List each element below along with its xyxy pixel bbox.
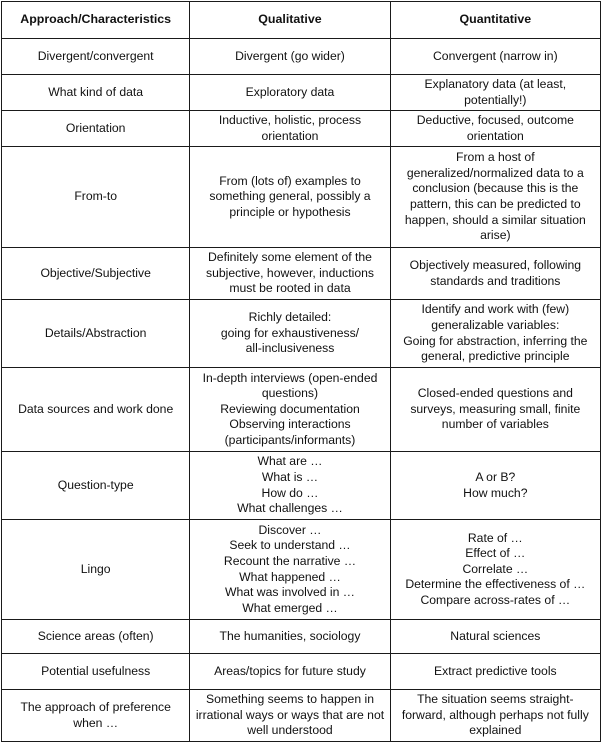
table-row bbox=[2, 520, 601, 620]
quantitative-cell: Natural sciences bbox=[390, 620, 600, 654]
row-label: From-to bbox=[2, 147, 190, 248]
row-label: Divergent/convergent bbox=[2, 39, 190, 75]
quantitative-cell: Rate of … Effect of … Correlate … Determine the effectiveness of … Compare across-rates of … bbox=[390, 520, 600, 620]
qualitative-cell: From (lots of) examples to something general, possibly a principle or hypothesis bbox=[190, 147, 390, 248]
row-label: Orientation bbox=[2, 111, 190, 147]
quantitative-cell: A or B? How much? bbox=[390, 452, 600, 520]
comparison-table bbox=[1, 1, 601, 742]
table-row bbox=[2, 452, 601, 520]
table-row bbox=[2, 147, 601, 248]
qualitative-cell: In-depth interviews (open-ended questions) Reviewing documentation Observing interactions (participants/informants) bbox=[190, 368, 390, 452]
table-row bbox=[2, 248, 601, 300]
table-row bbox=[2, 75, 601, 111]
table-row bbox=[2, 620, 601, 654]
row-label: What kind of data bbox=[2, 75, 190, 111]
table-row bbox=[2, 690, 601, 742]
quantitative-cell: Explanatory data (at least, potentially!) bbox=[390, 75, 600, 111]
row-label: Question-type bbox=[2, 452, 190, 520]
table-row bbox=[2, 368, 601, 452]
qualitative-cell: Richly detailed: going for exhaustiveness/ all-inclusiveness bbox=[190, 300, 390, 368]
row-label: Science areas (often) bbox=[2, 620, 190, 654]
row-label: Details/Abstraction bbox=[2, 300, 190, 368]
qualitative-cell: Inductive, holistic, process orientation bbox=[190, 111, 390, 147]
header-quantitative: Quantitative bbox=[390, 2, 600, 39]
qualitative-cell: The humanities, sociology bbox=[190, 620, 390, 654]
qualitative-cell: Something seems to happen in irrational ways or ways that are not well understood bbox=[190, 690, 390, 742]
table-row bbox=[2, 654, 601, 690]
qualitative-cell: Discover … Seek to understand … Recount the narrative … What happened … What was involved in … What emerged … bbox=[190, 520, 390, 620]
quantitative-cell: From a host of generalized/normalized data to a conclusion (because this is the pattern, this can be predicted to happen, should a similar situation arise) bbox=[390, 147, 600, 248]
comparison-table-container bbox=[1, 1, 601, 742]
row-label: Objective/Subjective bbox=[2, 248, 190, 300]
qualitative-cell: Divergent (go wider) bbox=[190, 39, 390, 75]
quantitative-cell: Objectively measured, following standards and traditions bbox=[390, 248, 600, 300]
qualitative-cell: Definitely some element of the subjective, however, inductions must be rooted in data bbox=[190, 248, 390, 300]
quantitative-cell: Convergent (narrow in) bbox=[390, 39, 600, 75]
row-label: Data sources and work done bbox=[2, 368, 190, 452]
table-row bbox=[2, 39, 601, 75]
row-label: Lingo bbox=[2, 520, 190, 620]
header-qualitative: Qualitative bbox=[190, 2, 390, 39]
quantitative-cell: Deductive, focused, outcome orientation bbox=[390, 111, 600, 147]
table-row bbox=[2, 111, 601, 147]
row-label: Potential usefulness bbox=[2, 654, 190, 690]
header-row bbox=[2, 2, 601, 39]
quantitative-cell: The situation seems straight- forward, although perhaps not fully explained bbox=[390, 690, 600, 742]
row-label: The approach of preference when … bbox=[2, 690, 190, 742]
header-approach: Approach/Characteristics bbox=[2, 2, 190, 39]
quantitative-cell: Closed-ended questions and surveys, measuring small, finite number of variables bbox=[390, 368, 600, 452]
table-row bbox=[2, 300, 601, 368]
qualitative-cell: Areas/topics for future study bbox=[190, 654, 390, 690]
quantitative-cell: Identify and work with (few) generalizable variables: Going for abstraction, inferring the general, predictive principle bbox=[390, 300, 600, 368]
qualitative-cell: Exploratory data bbox=[190, 75, 390, 111]
quantitative-cell: Extract predictive tools bbox=[390, 654, 600, 690]
qualitative-cell: What are … What is … How do … What challenges … bbox=[190, 452, 390, 520]
